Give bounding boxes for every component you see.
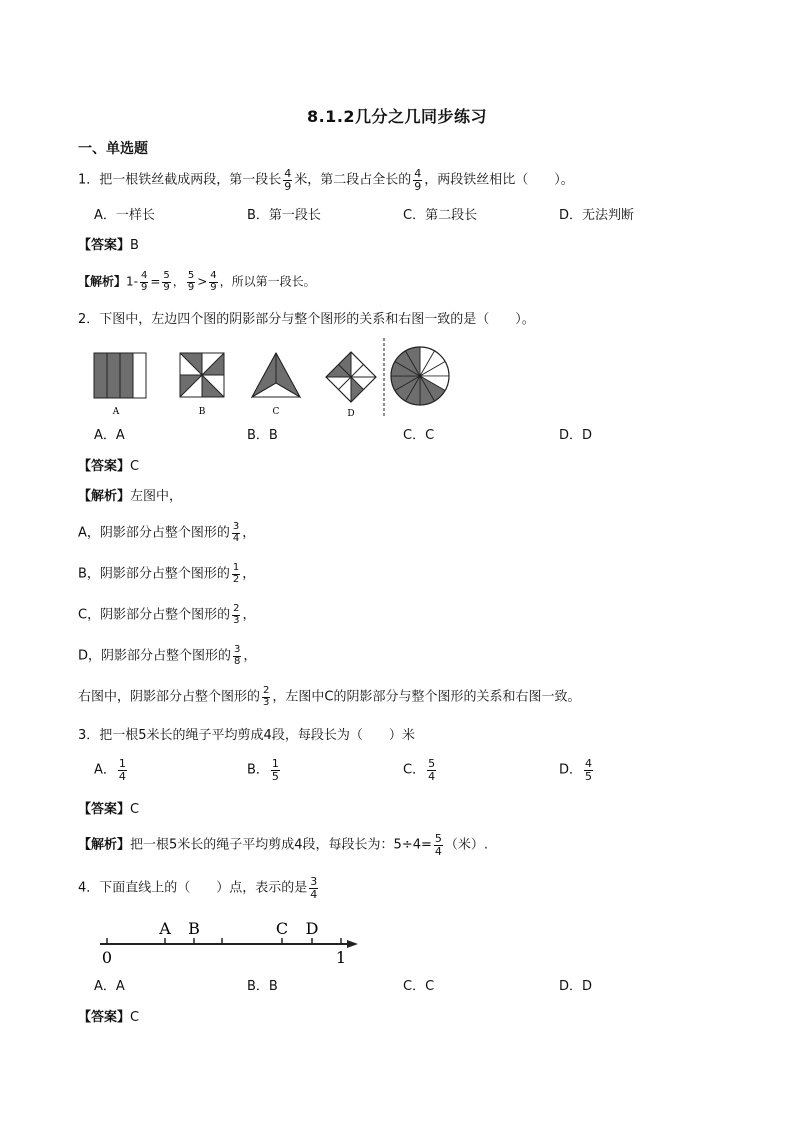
q3-option-b[interactable]: B． $\frac{1}{5}$ (247, 757, 279, 783)
q2-line-d: D，阴影部分占整个图形的 $\frac{3}{8}$ ， (78, 644, 257, 667)
q2-answer: 【答案】C (78, 459, 140, 474)
q3-option-c[interactable]: C． $\frac{5}{4}$ (403, 757, 436, 783)
q2-option-b[interactable]: B．B (247, 428, 278, 443)
q2-line-a: A，阴影部分占整个图形的 $\frac{3}{4}$ ， (78, 521, 256, 544)
q3-analysis: 【解析】把一根5米长的绳子平均剪成4段，每段长为：5÷4= $\frac{5}{4}$ （米）. (78, 832, 489, 858)
q1-answer: 【答案】B (78, 238, 139, 253)
point-c-label: C (275, 919, 289, 938)
question-1: 1．把一根铁丝截成两段，第一段长 $\frac{4}{9}$ 米，第二段占全长的 $\frac{4}{9}$ ，两段铁丝相比（ ）。 (78, 167, 574, 193)
figure-c-label: C (272, 407, 280, 417)
question-2: 2．下图中，左边四个图的阴影部分与整个图形的关系和右图一致的是（ ）。 (78, 312, 535, 327)
point-a-label: A (159, 919, 171, 938)
q4-option-c[interactable]: C．C (403, 979, 435, 994)
q1-option-c[interactable]: C．第二段长 (403, 208, 478, 223)
question-4: 4．下面直线上的（ ）点，表示的是 $\frac{3}{4}$ (78, 875, 318, 901)
figure-a (94, 353, 146, 417)
figure-b-label: B (198, 407, 206, 417)
q1-option-b[interactable]: B．第一段长 (247, 208, 321, 223)
q2-option-d[interactable]: D．D (559, 428, 593, 443)
number-line (92, 915, 362, 970)
q1-option-a[interactable]: A．一样长 (94, 208, 155, 223)
q4-option-b[interactable]: B．B (247, 979, 278, 994)
figure-d-label: D (347, 409, 355, 418)
page-title: 8.1.2几分之几同步练习 (306, 107, 488, 126)
q4-option-a[interactable]: A．A (94, 979, 125, 994)
figure-b (180, 353, 224, 417)
q3-option-a[interactable]: A． $\frac{1}{4}$ (94, 757, 126, 783)
figure-c (252, 353, 300, 417)
q1-analysis: 【解析】1- $\frac{4}{9}$ = $\frac{5}{9}$ ， $\frac{5}{9}$ > $\frac{4}{9}$ ，所以第一段长。 (78, 270, 316, 293)
q2-line-b: B，阴影部分占整个图形的 $\frac{1}{2}$ ， (78, 562, 256, 585)
question-3: 3．把一根5米长的绳子平均剪成4段，每段长为（ ）米 (78, 728, 415, 743)
figure-a-label: A (112, 407, 120, 417)
q3-option-d[interactable]: D． $\frac{4}{5}$ (559, 757, 593, 783)
fraction: $\frac{4}{9}$ (414, 167, 422, 193)
q3-answer: 【答案】C (78, 802, 140, 817)
figure-circle (389, 345, 451, 407)
q2-analysis: 【解析】左图中， (78, 489, 183, 504)
section-heading: 一、单选题 (78, 141, 148, 157)
arrow-icon (347, 940, 358, 948)
q2-option-a[interactable]: A．A (94, 428, 125, 443)
q2-option-c[interactable]: C．C (403, 428, 435, 443)
fraction: $\frac{4}{9}$ (284, 167, 292, 193)
figure-d (326, 352, 376, 418)
q2-line-c: C，阴影部分占整个图形的 $\frac{2}{3}$ ， (78, 603, 256, 626)
zero-label: 0 (101, 948, 113, 967)
point-b-label: B (188, 919, 200, 938)
one-label: 1 (335, 948, 347, 967)
q4-answer: 【答案】C (78, 1010, 140, 1025)
q2-conclusion: 右图中，阴影部分占整个图形的 $\frac{2}{3}$ ，左图中C的阴影部分与整个图形的关系和右图一致。 (78, 685, 581, 708)
q1-option-d[interactable]: D．无法判断 (559, 208, 635, 223)
point-d-label: D (305, 919, 319, 938)
q4-option-d[interactable]: D．D (559, 979, 593, 994)
